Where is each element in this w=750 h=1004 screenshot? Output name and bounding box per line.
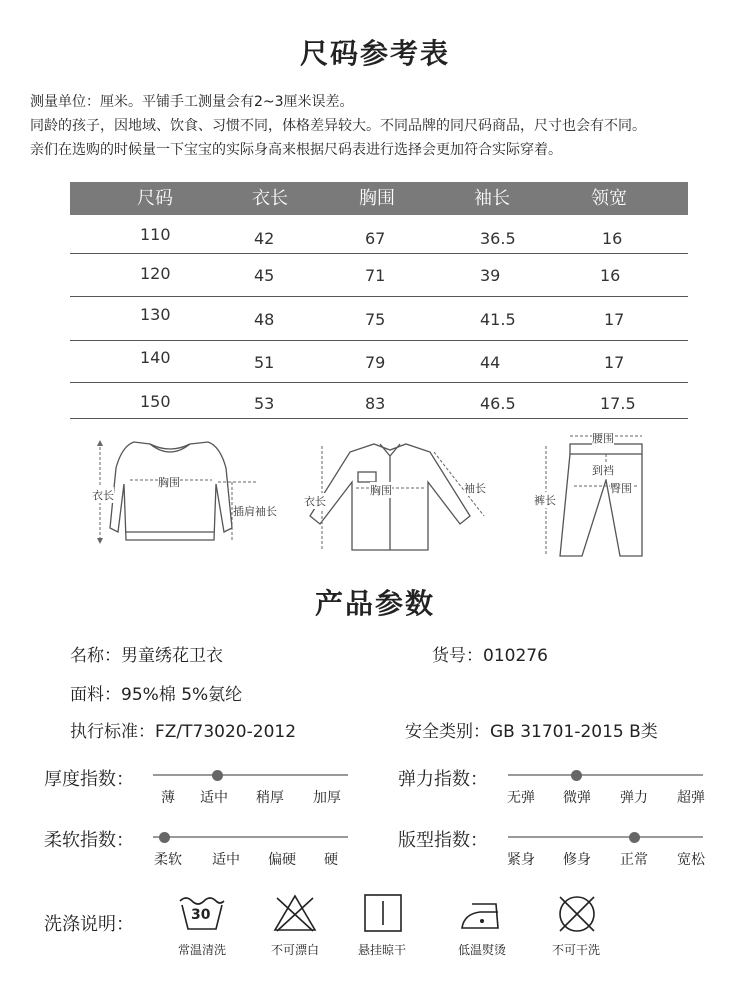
row-divider [70, 340, 688, 341]
wash-label: 不可干洗 [551, 943, 600, 957]
elasticity-index-title: 弹力指数： [398, 769, 488, 790]
cell: 46.5 [480, 394, 516, 413]
cell: 44 [480, 353, 501, 372]
pants-diagram [530, 426, 650, 560]
no-bleach-icon [272, 893, 318, 933]
cell: 16 [600, 266, 621, 285]
col-collar: 领宽 [591, 188, 627, 209]
cell: 16 [602, 229, 623, 248]
sweater-outline-icon [90, 432, 290, 554]
softness-option: 偏硬 [268, 852, 296, 868]
wash-30-icon [178, 893, 226, 933]
low-iron-icon [458, 896, 506, 932]
cell: 17 [604, 310, 625, 329]
shirt-sleeve-label: 袖长 [464, 482, 486, 495]
cell: 140 [140, 348, 171, 367]
product-params-title: 产品参数 [314, 587, 435, 620]
row-divider [70, 418, 688, 419]
fit-index-title: 版型指数： [398, 830, 488, 851]
fit-option: 正常 [620, 852, 648, 868]
cell: 83 [365, 394, 386, 413]
cell: 42 [254, 229, 275, 248]
shirt-length-label: 衣长 [304, 495, 326, 508]
cell: 51 [254, 353, 275, 372]
row-divider [70, 382, 688, 383]
product-name: 名称：男童绣花卫衣 [70, 646, 223, 666]
thickness-option: 稍厚 [256, 790, 284, 806]
wash-temp-text: 30 [191, 907, 211, 923]
fit-option: 紧身 [507, 852, 535, 868]
cell: 130 [140, 305, 171, 324]
product-safety: 安全类别：GB 31701-2015 B类 [405, 722, 658, 742]
fit-option: 修身 [563, 852, 591, 868]
cell: 48 [254, 310, 275, 329]
cell: 71 [365, 266, 386, 285]
softness-scale [153, 836, 348, 838]
pants-waist-label: 腰围 [592, 432, 614, 445]
wash-label: 常温清洗 [177, 943, 226, 957]
softness-index-title: 柔软指数： [44, 830, 134, 851]
cell: 67 [365, 229, 386, 248]
thickness-option: 加厚 [313, 790, 341, 806]
shirt-chest-label: 胸围 [370, 484, 392, 497]
size-table-header [70, 182, 688, 215]
washing-title: 洗涤说明： [44, 914, 134, 935]
col-chest: 胸围 [359, 188, 395, 209]
fit-option: 宽松 [677, 852, 705, 868]
pants-hip-label: 臀围 [610, 482, 632, 495]
note-line-3: 亲们在选购的时候量一下宝宝的实际身高来根据尺码表进行选择会更加符合实际穿着。 [30, 142, 562, 158]
elasticity-option: 弹力 [620, 790, 648, 806]
elasticity-indicator [571, 770, 582, 781]
thickness-scale [153, 774, 348, 776]
thickness-option: 薄 [161, 790, 175, 806]
cell: 45 [254, 266, 275, 285]
sweater-length-label: 衣长 [92, 489, 114, 502]
cell: 36.5 [480, 229, 516, 248]
hang-dry-icon [363, 893, 403, 933]
softness-indicator [159, 832, 170, 843]
product-item-no: 货号：010276 [432, 646, 548, 666]
cell: 53 [254, 394, 275, 413]
elasticity-option: 超弹 [677, 790, 705, 806]
pants-length-label: 裤长 [534, 494, 556, 507]
cell: 39 [480, 266, 501, 285]
thickness-indicator [212, 770, 223, 781]
shirt-outline-icon [302, 438, 502, 556]
note-line-2: 同龄的孩子，因地域、饮食、习惯不同，体格差异较大。不同品牌的同尺码商品，尺寸也会有不同。 [30, 118, 646, 134]
wash-label: 不可漂白 [270, 943, 319, 957]
fit-scale [508, 836, 703, 838]
cell: 120 [140, 264, 171, 283]
cell: 110 [140, 225, 171, 244]
sweater-diagram [90, 432, 290, 554]
sweater-chest-label: 胸围 [158, 476, 180, 489]
cell: 150 [140, 392, 171, 411]
cell: 75 [365, 310, 386, 329]
softness-option: 柔软 [154, 852, 182, 868]
col-sleeve: 袖长 [474, 188, 510, 209]
size-chart-title: 尺码参考表 [299, 37, 450, 70]
sweater-sleeve-label: 插肩袖长 [233, 505, 277, 518]
elasticity-option: 无弹 [507, 790, 535, 806]
row-divider [70, 296, 688, 297]
cell: 79 [365, 353, 386, 372]
softness-option: 适中 [212, 852, 240, 868]
product-standard: 执行标准：FZ/T73020-2012 [70, 722, 297, 742]
cell: 41.5 [480, 310, 516, 329]
cell: 17.5 [600, 394, 636, 413]
col-length: 衣长 [252, 188, 288, 209]
thickness-option: 适中 [200, 790, 228, 806]
pants-rise-label: 到裆 [592, 464, 614, 477]
product-fabric: 面料：95%棉 5%氨纶 [70, 685, 243, 705]
elasticity-scale [508, 774, 703, 776]
note-line-1: 测量单位：厘米。平铺手工测量会有2~3厘米误差。 [30, 94, 354, 110]
elasticity-option: 微弹 [563, 790, 591, 806]
softness-option: 硬 [324, 852, 338, 868]
cell: 17 [604, 353, 625, 372]
col-size: 尺码 [137, 188, 173, 209]
wash-label: 低温熨烫 [457, 943, 506, 957]
no-dry-clean-icon [556, 893, 598, 935]
shirt-diagram [302, 438, 502, 556]
wash-label: 悬挂晾干 [357, 943, 406, 957]
fit-indicator [629, 832, 640, 843]
row-divider [70, 253, 688, 254]
thickness-index-title: 厚度指数： [44, 769, 134, 790]
